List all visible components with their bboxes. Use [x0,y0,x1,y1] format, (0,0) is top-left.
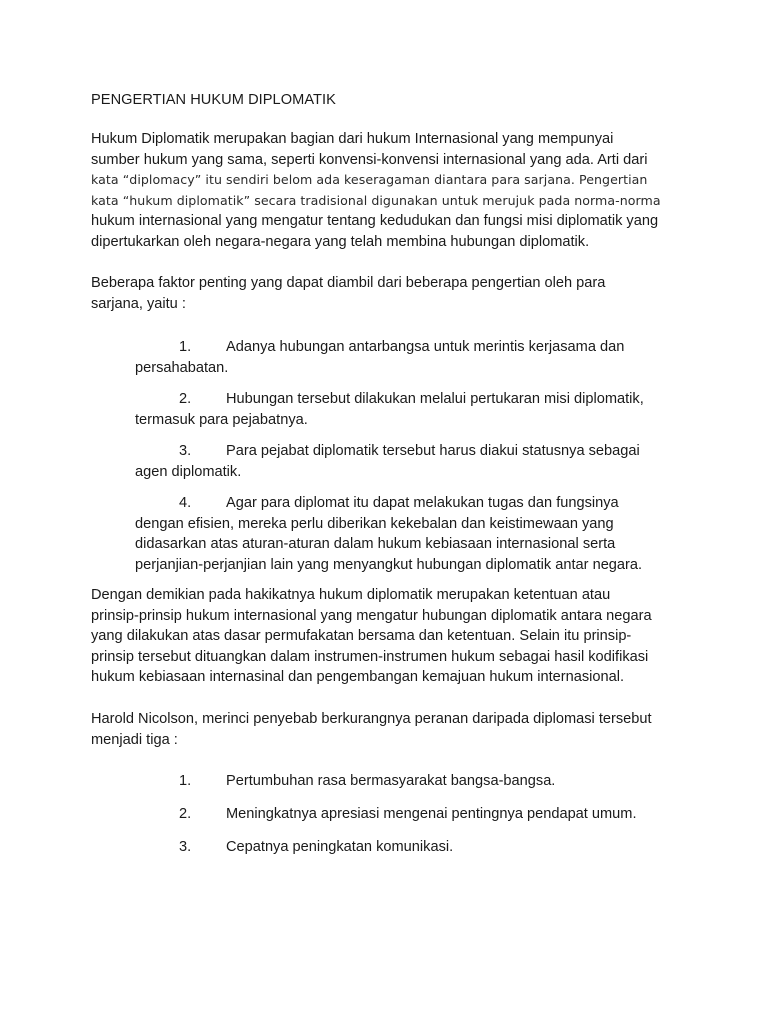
list-item-number: 1. [179,339,192,355]
list-item [135,493,642,575]
list-item-number: 2. [179,806,192,822]
paragraph-line: hukum internasional yang mengatur tentang kedudukan dan fungsi misi diplomatik yang [91,213,659,230]
paragraph-line: dipertukarkan oleh negara-negara yang telah membina hubungan diplomatik. [91,233,590,250]
list-item-number: 3. [179,839,192,855]
list-item [135,389,644,430]
list-item-text: Adanya hubungan antarbangsa untuk merintis kerjasama dan [226,339,625,355]
paragraph-nicolson [91,709,652,750]
list-item [135,441,640,482]
list-item-text: Hubungan tersebut dilakukan melalui pertukaran misi diplomatik, [226,391,644,407]
paragraph-conclusion [91,585,652,688]
paragraph-factors-intro [91,273,605,314]
list-item-text: Agar para diplomat itu dapat melakukan tugas dan fungsinya [226,495,619,511]
paragraph-line: prinsip tersebut dituangkan dalam instrumen-instrumen hukum sebagai hasil kodifikasi [91,648,649,665]
paragraph-line: Harold Nicolson, merinci penyebab berkurangnya peranan daripada diplomasi tersebut [91,711,652,727]
paragraph-line: Hukum Diplomatik merupakan bagian dari hukum Internasional yang mempunyai [91,131,614,147]
paragraph-definition [91,129,661,253]
paragraph-line: yang dilakukan atas dasar permufakatan bersama dan ketentuan. Selain itu prinsip- [91,628,632,645]
list-item-text: dengan efisien, mereka perlu diberikan kekebalan dan keistimewaan yang [135,515,614,532]
paragraph-line: Beberapa faktor penting yang dapat diambil dari beberapa pengertian oleh para [91,275,606,291]
list-item-number: 1. [179,773,192,789]
paragraph-line: prinsip-prinsip hukum internasional yang mengatur hubungan diplomatik antara negara [91,607,652,624]
list-item-text: Cepatnya peningkatan komunikasi. [226,839,454,855]
paragraph-line: menjadi tiga : [91,731,178,748]
paragraph-line: sumber hukum yang sama, seperti konvensi-konvensi internasional yang ada. Arti dari [91,151,648,168]
list-item-number: 2. [179,391,192,407]
list-item-text: perjanjian-perjanjian lain yang menyangkut hubungan diplomatik antar negara. [135,556,643,573]
paragraph-line: sarjana, yaitu : [91,295,186,312]
paragraph-line: hukum kebiasaan internasinal dan pengembangan kemajuan hukum internasional. [91,669,625,686]
list-item [135,337,625,378]
list-item-text: termasuk para pejabatnya. [135,411,308,428]
list-item-text: Meningkatnya apresiasi mengenai pentingnya pendapat umum. [226,806,637,822]
paragraph-line: kata “diplomacy” itu sendiri belom ada keseragaman diantara para sarjana. Pengertian [91,172,648,188]
list-item-text: Pertumbuhan rasa bermasyarakat bangsa-bangsa. [226,773,556,789]
list-item-text: agen diplomatik. [135,463,242,480]
list-item-text: persahabatan. [135,359,229,376]
list-item-text: didasarkan atas aturan-aturan dalam hukum kebiasaan internasional serta [135,536,616,553]
list-item-text: Para pejabat diplomatik tersebut harus diakui statusnya sebagai [226,443,640,459]
list-item-number: 4. [179,495,192,511]
paragraph-line: kata “hukum diplomatik” secara tradisional digunakan untuk merujuk pada norma-norma [91,192,661,208]
page-title: PENGERTIAN HUKUM DIPLOMATIK [91,92,336,108]
paragraph-line: Dengan demikian pada hakikatnya hukum diplomatik merupakan ketentuan atau [91,587,611,603]
list-item-number: 3. [179,443,192,459]
